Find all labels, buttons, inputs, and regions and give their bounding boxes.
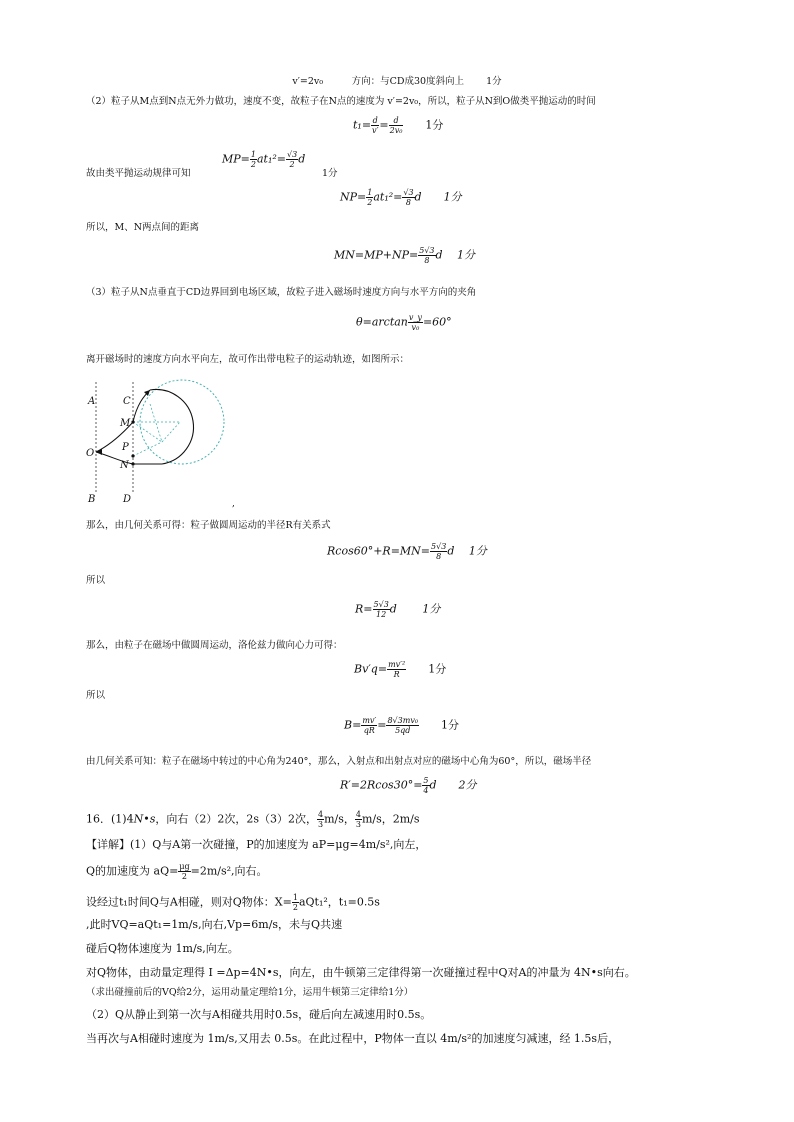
text: ，向右（2）2次，2s（3）2次， bbox=[155, 812, 317, 826]
fraction bbox=[361, 716, 377, 735]
text: MP= bbox=[222, 152, 250, 166]
num: d bbox=[389, 116, 404, 126]
text: （求出碰撞前后的VQ给2分，运用动量定理给1分，运用牛顿第三定律给1分） bbox=[86, 987, 414, 998]
eq-bvq bbox=[354, 660, 446, 679]
score: 1分 bbox=[403, 118, 444, 132]
label-o: O bbox=[86, 448, 95, 459]
line-part3 bbox=[86, 287, 476, 299]
den: 8 bbox=[405, 198, 411, 207]
line-after-collision bbox=[86, 942, 239, 956]
text: 那么，由几何关系可得：粒子做圆周运动的半径R有关系式 bbox=[86, 520, 331, 531]
line-q-accel bbox=[86, 862, 268, 881]
text: t₁= bbox=[353, 118, 372, 132]
den: qR bbox=[363, 726, 375, 735]
den: 12 bbox=[376, 610, 387, 619]
fraction bbox=[355, 810, 362, 829]
text: 由几何关系可知：粒子在磁场中转过的中心角为240°，那么，入射点和出射点对应的磁场中心角为60°，所以，磁场半径 bbox=[86, 756, 592, 767]
line-scoring-note bbox=[86, 987, 413, 999]
fraction bbox=[373, 600, 390, 619]
eq-np bbox=[340, 188, 462, 207]
den: R bbox=[393, 670, 400, 679]
text: 对Q物体，由动量定理得 I =Δp=4N•s，向左，由牛顿第三定律得第一次碰撞过程中Q对A的冲量为 4N•s向右。 bbox=[86, 966, 636, 979]
fraction bbox=[250, 150, 257, 169]
den: 2 bbox=[250, 160, 256, 169]
num: 5√3 bbox=[419, 246, 435, 255]
line-pingpao bbox=[86, 168, 191, 180]
text: = bbox=[379, 118, 389, 132]
radius-line-3 bbox=[162, 422, 180, 442]
fraction bbox=[387, 660, 406, 679]
score: 1分 bbox=[406, 662, 447, 676]
text: =2m/s²,向右。 bbox=[190, 864, 268, 878]
point-m bbox=[131, 420, 134, 423]
num: 5√3 bbox=[431, 542, 447, 551]
label-m: M bbox=[120, 418, 131, 429]
point-p bbox=[131, 454, 134, 457]
text: 故由类平抛运动规律可知 bbox=[86, 168, 191, 179]
eq-mn bbox=[334, 246, 475, 265]
fraction bbox=[292, 893, 299, 912]
fraction bbox=[422, 776, 429, 795]
den: 2 bbox=[181, 872, 188, 881]
arc-path bbox=[150, 390, 193, 464]
eq-rprime bbox=[340, 776, 477, 795]
text: 所以，M、N两点间的距离 bbox=[86, 222, 200, 233]
text: 碰后Q物体速度为 1m/s,向左。 bbox=[86, 942, 239, 955]
line-radius-relation bbox=[86, 520, 331, 532]
text: d 1分 bbox=[414, 190, 462, 204]
text: N•s bbox=[133, 812, 156, 826]
fraction bbox=[286, 150, 298, 169]
score-1 bbox=[322, 168, 338, 180]
num: mv′² bbox=[388, 660, 406, 669]
text: d 1分 bbox=[435, 248, 476, 262]
figure-comma: , bbox=[232, 499, 235, 509]
label-d: D bbox=[123, 494, 132, 505]
text: aQt₁²，t₁=0.5s bbox=[298, 895, 380, 909]
fraction bbox=[317, 810, 324, 829]
label-a: A bbox=[88, 396, 96, 407]
label-b: B bbox=[88, 494, 96, 505]
text: Bv′q= bbox=[354, 662, 388, 676]
eq-b bbox=[344, 716, 459, 735]
text: Rcos60°+R=MN= bbox=[327, 544, 431, 558]
line-momentum bbox=[86, 966, 636, 980]
text: at₁²= bbox=[256, 152, 286, 166]
text: 16．(1)4 bbox=[86, 812, 134, 826]
text: NP= bbox=[340, 190, 367, 204]
point-n bbox=[131, 462, 134, 465]
text: d 2分 bbox=[429, 778, 477, 792]
num: 1 bbox=[292, 893, 298, 902]
text: R′=2Rcos30°= bbox=[340, 778, 423, 792]
fraction bbox=[408, 313, 423, 332]
text: B= bbox=[344, 718, 362, 732]
num: d bbox=[372, 116, 378, 125]
num: 1 bbox=[250, 150, 256, 159]
num: 4 bbox=[317, 810, 324, 819]
text: Q的加速度为 aQ= bbox=[86, 864, 179, 878]
den: 5qd bbox=[395, 726, 411, 735]
text: 所以 bbox=[86, 690, 106, 701]
text: 当再次与A相碰时速度为 1m/s,又用去 0.5s。在此过程中，P物体一直以 4m/s²的加速度匀减速，经 1.5s后， bbox=[86, 1032, 620, 1045]
line-second-collision bbox=[86, 1032, 619, 1046]
den: 2 bbox=[292, 903, 298, 912]
num: v_y bbox=[408, 313, 422, 322]
text: 那么，由粒子在磁场中做圆周运动，洛伦兹力做向心力可得： bbox=[86, 640, 343, 651]
den: 2 bbox=[367, 198, 373, 207]
text: =60° bbox=[422, 315, 452, 329]
text: v′=2v₀ 方向：与CD成30度斜向上 1分 bbox=[292, 76, 502, 87]
num: √3 bbox=[287, 150, 298, 159]
den: 2v₀ bbox=[389, 126, 403, 135]
text: （2）Q从静止到第一次与A相碰共用时0.5s，碰后向左减速用时0.5s。 bbox=[86, 1008, 432, 1021]
fraction bbox=[178, 862, 190, 881]
text: 离开磁场时的速度方向水平向左，故可作出带电粒子的运动轨迹，如图所示： bbox=[86, 354, 410, 365]
eq-theta bbox=[356, 313, 452, 332]
radius-line-5 bbox=[150, 404, 162, 442]
text: d 1分 bbox=[447, 544, 487, 558]
text: 设经过t₁时间Q与A相碰，则对Q物体：X= bbox=[86, 895, 292, 909]
text: d bbox=[298, 152, 306, 166]
line-velocity bbox=[0, 76, 794, 88]
label-c: C bbox=[123, 396, 131, 407]
text: d 1分 bbox=[389, 602, 441, 616]
text: = bbox=[377, 718, 387, 732]
text: m/s， bbox=[324, 812, 355, 826]
eq-r bbox=[355, 600, 440, 619]
trajectory-diagram bbox=[82, 374, 242, 514]
text: （3）粒子从N点垂直于CD边界回到电场区域，故粒子进入磁场时速度方向与水平方向的夹角 bbox=[86, 287, 477, 298]
den: 3 bbox=[317, 820, 324, 829]
num: 5 bbox=[423, 776, 429, 785]
den: v₀ bbox=[411, 323, 420, 332]
line-geometry bbox=[86, 756, 591, 768]
eq-t1 bbox=[353, 116, 443, 135]
line-detail-1 bbox=[86, 838, 426, 852]
text: （2）粒子从M点到N点无外力做功，速度不变，故粒子在N点的速度为 v′=2v₀，所以，粒子从N到O做类平抛运动的时间 bbox=[86, 96, 596, 107]
answer-16 bbox=[86, 810, 420, 829]
fraction bbox=[418, 246, 435, 265]
line-t1 bbox=[86, 893, 380, 912]
den: 8 bbox=[424, 256, 430, 265]
fraction bbox=[430, 542, 447, 561]
line-trajectory bbox=[86, 354, 409, 366]
num: 5√3 bbox=[373, 600, 389, 609]
num: 4 bbox=[355, 810, 361, 819]
num: μg bbox=[179, 862, 190, 871]
den: 2 bbox=[289, 160, 295, 169]
den: v′ bbox=[372, 126, 379, 135]
line-suoyi-2 bbox=[86, 690, 105, 702]
text: 【详解】(1）Q与A第一次碰撞，P的加速度为 aP=μg=4m/s²,向左， bbox=[86, 838, 427, 851]
line-mn-distance bbox=[86, 222, 199, 234]
line-part2-answer bbox=[86, 1008, 431, 1022]
text: θ=arctan bbox=[356, 315, 408, 329]
den: 3 bbox=[355, 820, 361, 829]
line-part2 bbox=[86, 96, 596, 108]
text: 所以 bbox=[86, 575, 106, 586]
line-lorentz bbox=[86, 640, 343, 652]
text: R= bbox=[355, 602, 373, 616]
num: 1 bbox=[367, 188, 373, 197]
num: mv′ bbox=[362, 716, 377, 725]
eq-mp bbox=[222, 150, 305, 169]
text: m/s，2m/s bbox=[361, 812, 420, 826]
radius-line-4 bbox=[133, 442, 162, 456]
text: at₁²= bbox=[373, 190, 403, 204]
label-n: N bbox=[120, 460, 129, 471]
num: √3 bbox=[403, 188, 414, 197]
fraction bbox=[386, 716, 419, 735]
line-vq bbox=[86, 918, 342, 932]
fraction bbox=[402, 188, 414, 207]
radius-line-2 bbox=[133, 422, 162, 442]
text: 1分 bbox=[322, 168, 338, 179]
magnetic-field-circle bbox=[140, 380, 224, 464]
den: 4 bbox=[423, 786, 429, 795]
fraction bbox=[389, 116, 404, 135]
text: MN=MP+NP= bbox=[334, 248, 419, 262]
den: 8 bbox=[436, 552, 442, 561]
score: 1分 bbox=[419, 718, 460, 732]
label-p: P bbox=[122, 442, 129, 453]
text: ,此时VQ=aQt₁=1m/s,向右,Vp=6m/s，未与Q共速 bbox=[86, 918, 343, 931]
line-suoyi-1 bbox=[86, 575, 105, 587]
eq-rcos bbox=[327, 542, 487, 561]
num: 8√3mv₀ bbox=[387, 716, 419, 725]
